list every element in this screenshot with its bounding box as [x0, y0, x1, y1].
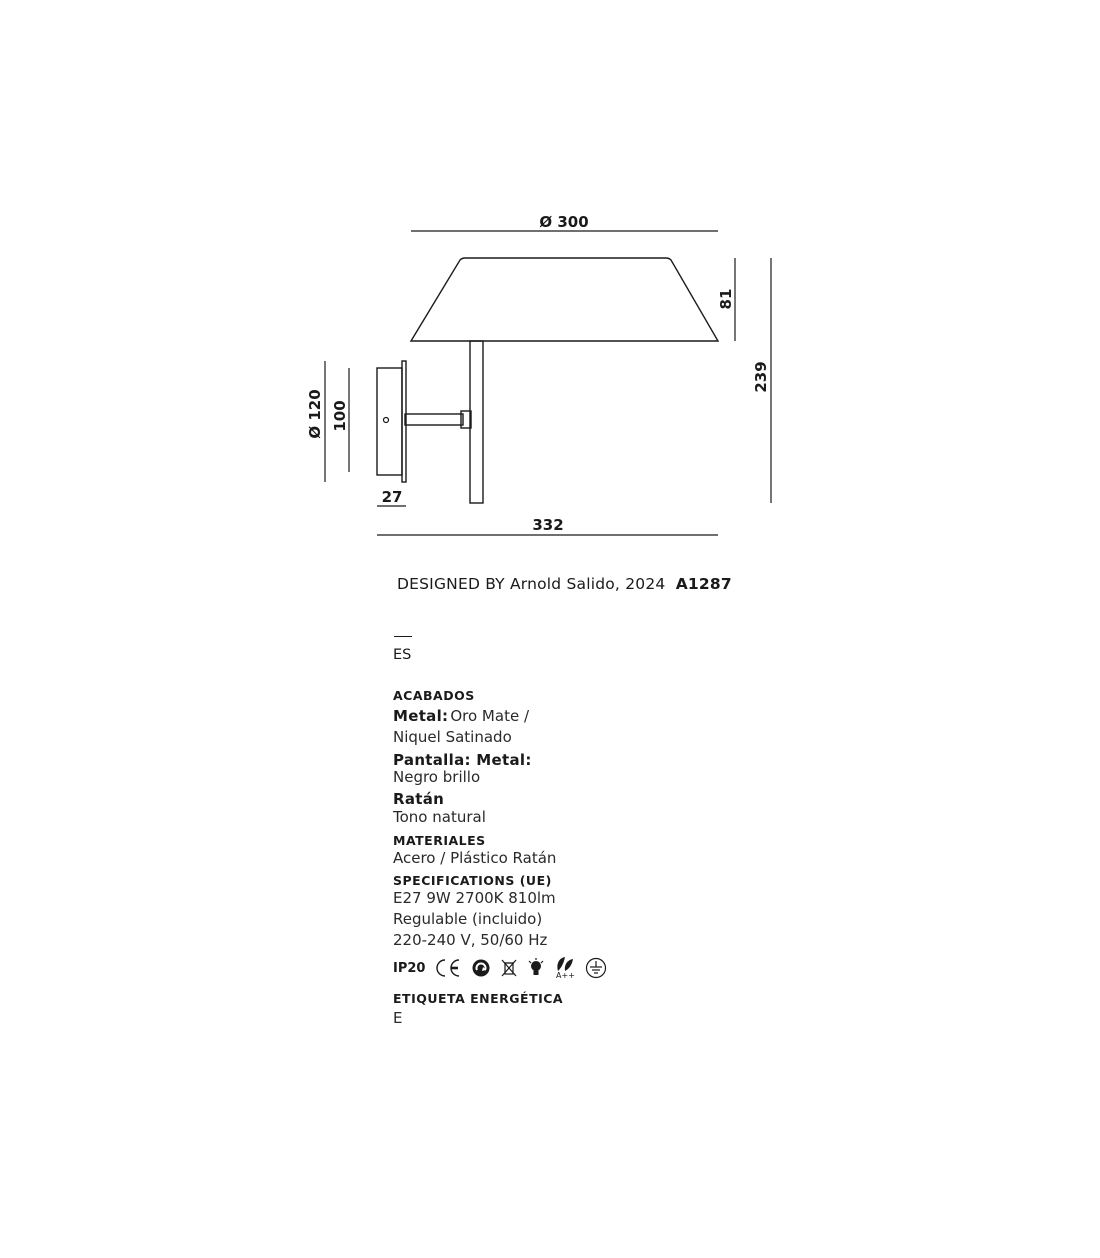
rattan-value: Tono natural [393, 808, 486, 826]
energy-value: E [393, 1009, 403, 1027]
ce-mark-icon [434, 958, 462, 978]
dim-base-depth: 27 [381, 488, 403, 506]
technical-drawing [0, 0, 1100, 600]
spec-sheet [393, 628, 813, 1029]
specs-line-1: E27 9W 2700K 810lm [393, 889, 556, 907]
energy-grade-mark: A++ [556, 971, 575, 980]
base-screw [384, 418, 389, 423]
shade-value: Negro brillo [393, 768, 481, 786]
metal-label: Metal: [393, 707, 449, 725]
wall-plate [402, 361, 406, 482]
metal-value-2: Niquel Satinado [393, 728, 512, 746]
recycle-icon [471, 958, 491, 978]
designer-credit [397, 575, 732, 593]
bulb-icon [527, 958, 545, 978]
eco-leaf-icon [554, 956, 576, 980]
lamp-shade [411, 258, 718, 341]
materials-heading: MATERIALES [393, 833, 486, 848]
ground-icon [585, 957, 607, 979]
metal-value-1: Oro Mate / [450, 707, 529, 725]
dim-total-depth: 332 [532, 516, 564, 534]
shade-label: Pantalla: Metal: [393, 751, 532, 769]
certification-icons [393, 955, 813, 981]
specs-line-3: 220-240 V, 50/60 Hz [393, 931, 548, 949]
rattan-label: Ratán [393, 790, 445, 808]
dim-base-inner: 100 [331, 400, 349, 432]
product-reference: A1287 [675, 575, 732, 593]
specs-line-2: Regulable (incluido) [393, 910, 543, 928]
dim-total-height: 239 [752, 361, 770, 393]
dim-shade-height: 81 [717, 288, 735, 310]
separator-dash [394, 636, 412, 637]
materials-value: Acero / Plástico Ratán [393, 849, 557, 867]
designed-by-text: DESIGNED BY Arnold Salido, 2024 [397, 575, 666, 593]
dim-base-diameter: Ø 120 [306, 389, 324, 439]
dim-shade-diameter: Ø 300 [539, 213, 589, 231]
weee-bin-icon [500, 958, 518, 978]
specs-heading: SPECIFICATIONS (UE) [393, 873, 552, 888]
language-code: ES [393, 647, 412, 663]
metal-row [393, 706, 813, 727]
ip-rating: IP20 [393, 960, 426, 976]
lamp-stem [470, 341, 483, 503]
finishes-heading: ACABADOS [393, 688, 475, 703]
lamp-arm [405, 414, 463, 425]
energy-heading: ETIQUETA ENERGÉTICA [393, 991, 564, 1006]
wall-base [377, 368, 402, 475]
